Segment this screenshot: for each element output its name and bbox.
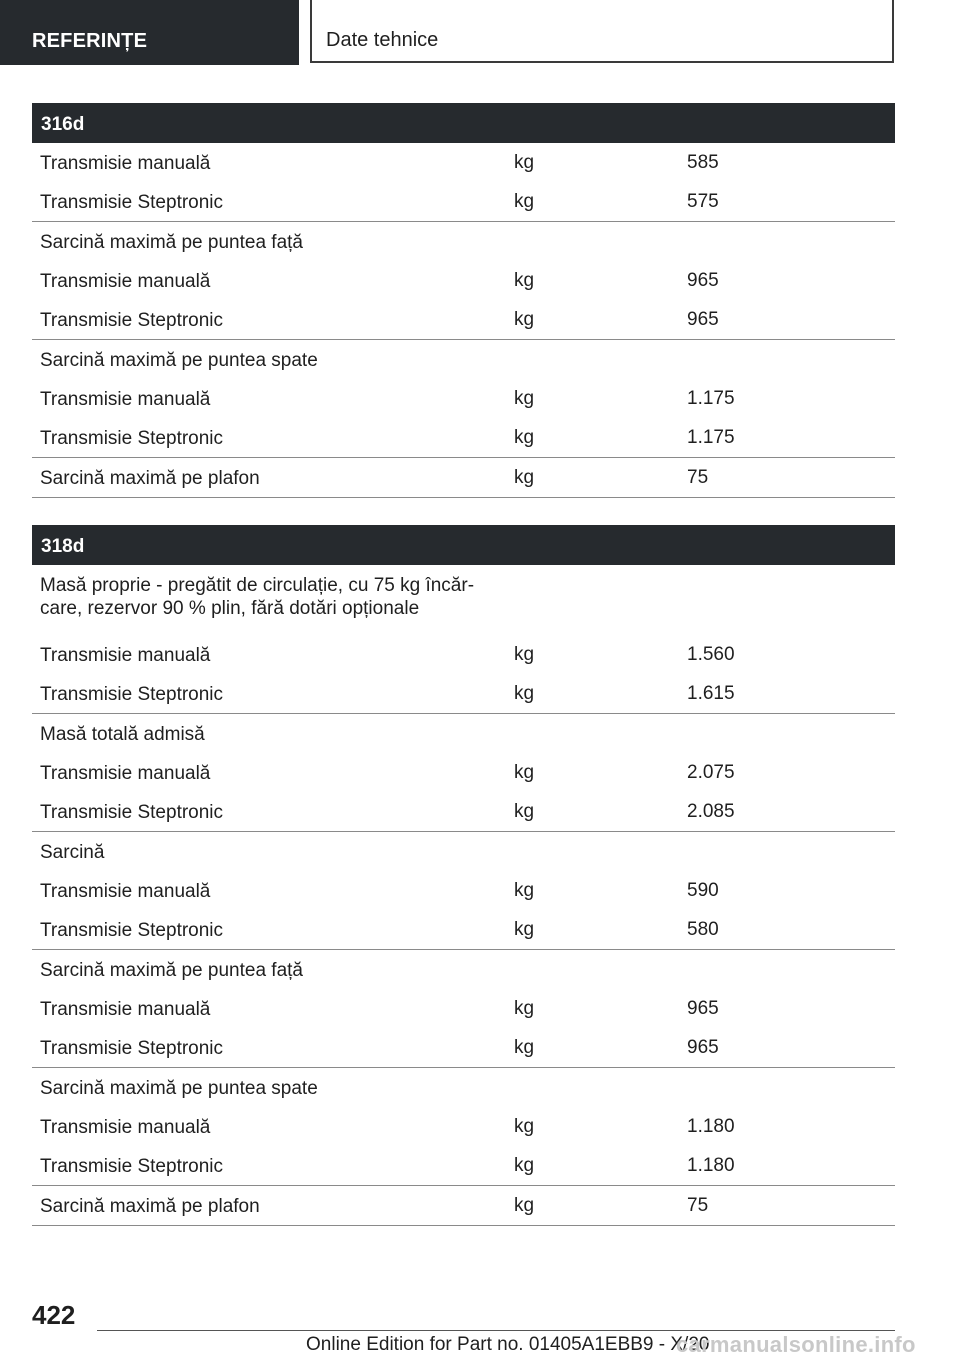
table-header [32,103,895,143]
row-unit: kg [514,388,535,409]
row-label: Sarcină [40,842,105,863]
row-value: 575 [687,191,719,212]
table-row [32,910,895,950]
row-label: Masă totală admisă [40,724,205,745]
table-row [32,871,895,910]
row-unit: kg [514,998,535,1019]
section-tab [0,0,299,65]
row-label: Sarcină maximă pe puntea față [40,232,303,253]
row-label: Sarcină maximă pe puntea spate [40,1078,318,1099]
row-label: Transmisie Steptronic [40,1156,224,1177]
row-label: Transmisie manuală [40,153,211,174]
row-label: Transmisie manuală [40,999,211,1020]
table-row [32,458,895,498]
row-label: Masă proprie - pregătit de circulație, cu 75 kg încăr- care, rezervor 90 % plin, fără dotări opționale [40,575,475,619]
row-unit: kg [514,683,535,704]
table-row [32,1146,895,1186]
table-row [32,832,895,871]
row-unit: kg [514,191,535,212]
table-title: 318d [41,536,85,557]
row-label: Transmisie manuală [40,645,211,666]
row-label: Transmisie Steptronic [40,428,224,449]
section-title: REFERINȚE [32,30,148,52]
row-value: 965 [687,1037,719,1058]
row-label: Transmisie Steptronic [40,920,224,941]
row-value: 1.180 [687,1155,735,1176]
row-label: Transmisie manuală [40,271,211,292]
row-label: Sarcină maximă pe puntea spate [40,350,318,371]
table-row [32,143,895,182]
table-row [32,379,895,418]
row-unit: kg [514,644,535,665]
row-value: 585 [687,152,719,173]
spec-table-316d [32,103,895,498]
row-unit: kg [514,152,535,173]
row-label: Transmisie manuală [40,389,211,410]
row-unit: kg [514,919,535,940]
row-value: 1.175 [687,388,735,409]
table-row [32,300,895,340]
row-label: Transmisie Steptronic [40,192,224,213]
row-value: 965 [687,270,719,291]
row-label: Transmisie Steptronic [40,684,224,705]
table-row [32,753,895,792]
table-title: 316d [41,114,85,135]
table-row [32,182,895,222]
row-value: 1.180 [687,1116,735,1137]
table-row [32,792,895,832]
table-row [32,950,895,989]
row-unit: kg [514,309,535,330]
row-label: Sarcină maximă pe plafon [40,468,260,489]
row-unit: kg [514,1116,535,1137]
table-row [32,1068,895,1107]
row-value: 75 [687,467,709,488]
table-row [32,340,895,379]
table-row [32,261,895,300]
watermark: carmanualsonline.info [676,1332,916,1357]
row-label: Sarcină maximă pe puntea față [40,960,303,981]
row-unit: kg [514,1195,535,1216]
row-value: 1.615 [687,683,735,704]
page-number: 422 [32,1300,76,1330]
table-row [32,674,895,714]
table-row [32,989,895,1028]
row-unit: kg [514,427,535,448]
table-row [32,1107,895,1146]
row-unit: kg [514,1155,535,1176]
edition-note: Online Edition for Part no. 01405A1EBB9 - X/20 [306,1334,710,1355]
table-row [32,1186,895,1226]
row-unit: kg [514,467,535,488]
table-row [32,635,895,674]
table-row [32,222,895,261]
table-row [32,565,895,635]
row-value: 1.560 [687,644,735,665]
row-value: 2.085 [687,801,735,822]
spec-table-318d [32,525,895,1226]
row-label: Sarcină maximă pe plafon [40,1196,260,1217]
row-unit: kg [514,270,535,291]
row-unit: kg [514,801,535,822]
row-label: Transmisie Steptronic [40,1038,224,1059]
row-label: Transmisie manuală [40,1117,211,1138]
table-row [32,418,895,458]
footer-divider [97,1330,895,1331]
row-unit: kg [514,880,535,901]
table-header [32,525,895,565]
row-value: 965 [687,998,719,1019]
row-unit: kg [514,1037,535,1058]
chapter-title: Date tehnice [326,29,439,51]
row-value: 75 [687,1195,709,1216]
row-value: 2.075 [687,762,735,783]
row-label: Transmisie manuală [40,881,211,902]
chapter-tab [310,0,894,63]
row-value: 1.175 [687,427,735,448]
row-label: Transmisie manuală [40,763,211,784]
row-value: 580 [687,919,719,940]
row-label: Transmisie Steptronic [40,310,224,331]
table-row [32,1028,895,1068]
row-value: 590 [687,880,719,901]
table-row [32,714,895,753]
row-value: 965 [687,309,719,330]
row-unit: kg [514,762,535,783]
row-label: Transmisie Steptronic [40,802,224,823]
